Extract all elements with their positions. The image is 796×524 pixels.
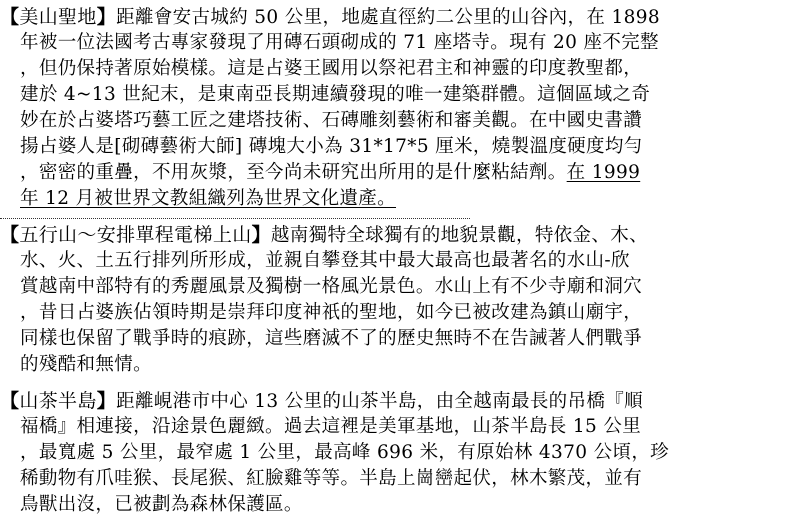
underlined-text: 在 1999 xyxy=(566,162,641,183)
paragraph-line: 距離會安古城約 50 公里，地處直徑約二公里的山谷內，在 1898 xyxy=(116,7,660,28)
paragraph-line: ，昔日占婆族佔領時期是崇拜印度神祇的聖地，如今已被改建為鎮山廟宇， xyxy=(20,302,643,323)
paragraph-text: ，密密的重疊，不用灰漿，至今尚未研究出所用的是什麼粘結劑。 xyxy=(20,162,567,183)
section-first-line xyxy=(0,388,643,414)
section-title: 【五行山～安排單程電梯上山】 xyxy=(0,224,271,246)
paragraph-line: 的殘酷和無情。 xyxy=(20,354,152,375)
paragraph-line: 賞越南中部特有的秀麗風景及獨樹一格風光景色。水山上有不少寺廟和洞穴 xyxy=(20,276,643,297)
paragraph-line: ，但仍保持著原始模樣。這是占婆王國用以祭祀君主和神靈的印度教聖都， xyxy=(20,58,643,79)
underlined-text: 年 12 月被世界文教組織列為世界文化遺產。 xyxy=(20,188,397,209)
paragraph-line: ，最寬處 5 公里，最窄處 1 公里，最高峰 696 米，有原始林 4370 公頃，珍 xyxy=(20,442,670,463)
section-first-line xyxy=(0,222,648,248)
paragraph-line: 建於 4~13 世紀末，是東南亞長期連續發現的唯一建築群體。這個區域之奇 xyxy=(20,84,651,105)
paragraph-line: 稀動物有爪哇猴、長尾猴、紅臉雞等等。半島上崗巒起伏，林木繁茂，並有 xyxy=(20,468,643,489)
paragraph-line: 越南獨特全球獨有的地貌景觀，特依金、木、 xyxy=(270,225,648,246)
paragraph-line xyxy=(20,186,396,212)
paragraph-line: 鳥獸出沒，已被劃為森林保護區。 xyxy=(20,494,303,515)
paragraph-line: 同樣也保留了戰爭時的痕跡，這些磨滅不了的歷史無時不在告誡著人們戰爭 xyxy=(20,328,643,349)
section-title: 【山茶半島】 xyxy=(0,390,117,412)
paragraph-line: 水、火、土五行排列所形成，並親自攀登其中最大最高也最著名的水山-欣 xyxy=(20,250,630,271)
section-divider xyxy=(0,218,470,219)
section-title: 【美山聖地】 xyxy=(0,6,117,28)
paragraph-line: 揚占婆人是[砌磚藝術大師] 磚塊大小為 31*17*5 厘米，燒製溫度硬度均勻 xyxy=(20,136,643,157)
paragraph-line: 福橋』相連接，沿途景色麗緻。過去這裡是美軍基地，山茶半島長 15 公里 xyxy=(20,416,642,437)
paragraph-line: 距離峴港市中心 13 公里的山茶半島，由全越南最長的吊橋『順 xyxy=(116,391,643,412)
section-first-line xyxy=(0,4,660,30)
paragraph-line: 妙在於占婆塔巧藝工匠之建塔技術、石磚雕刻藝術和審美觀。在中國史書讚 xyxy=(20,110,643,131)
paragraph-line xyxy=(20,160,640,186)
paragraph-line: 年被一位法國考古專家發現了用磚石頭砌成的 71 座塔寺。現有 20 座不完整 xyxy=(20,32,659,53)
